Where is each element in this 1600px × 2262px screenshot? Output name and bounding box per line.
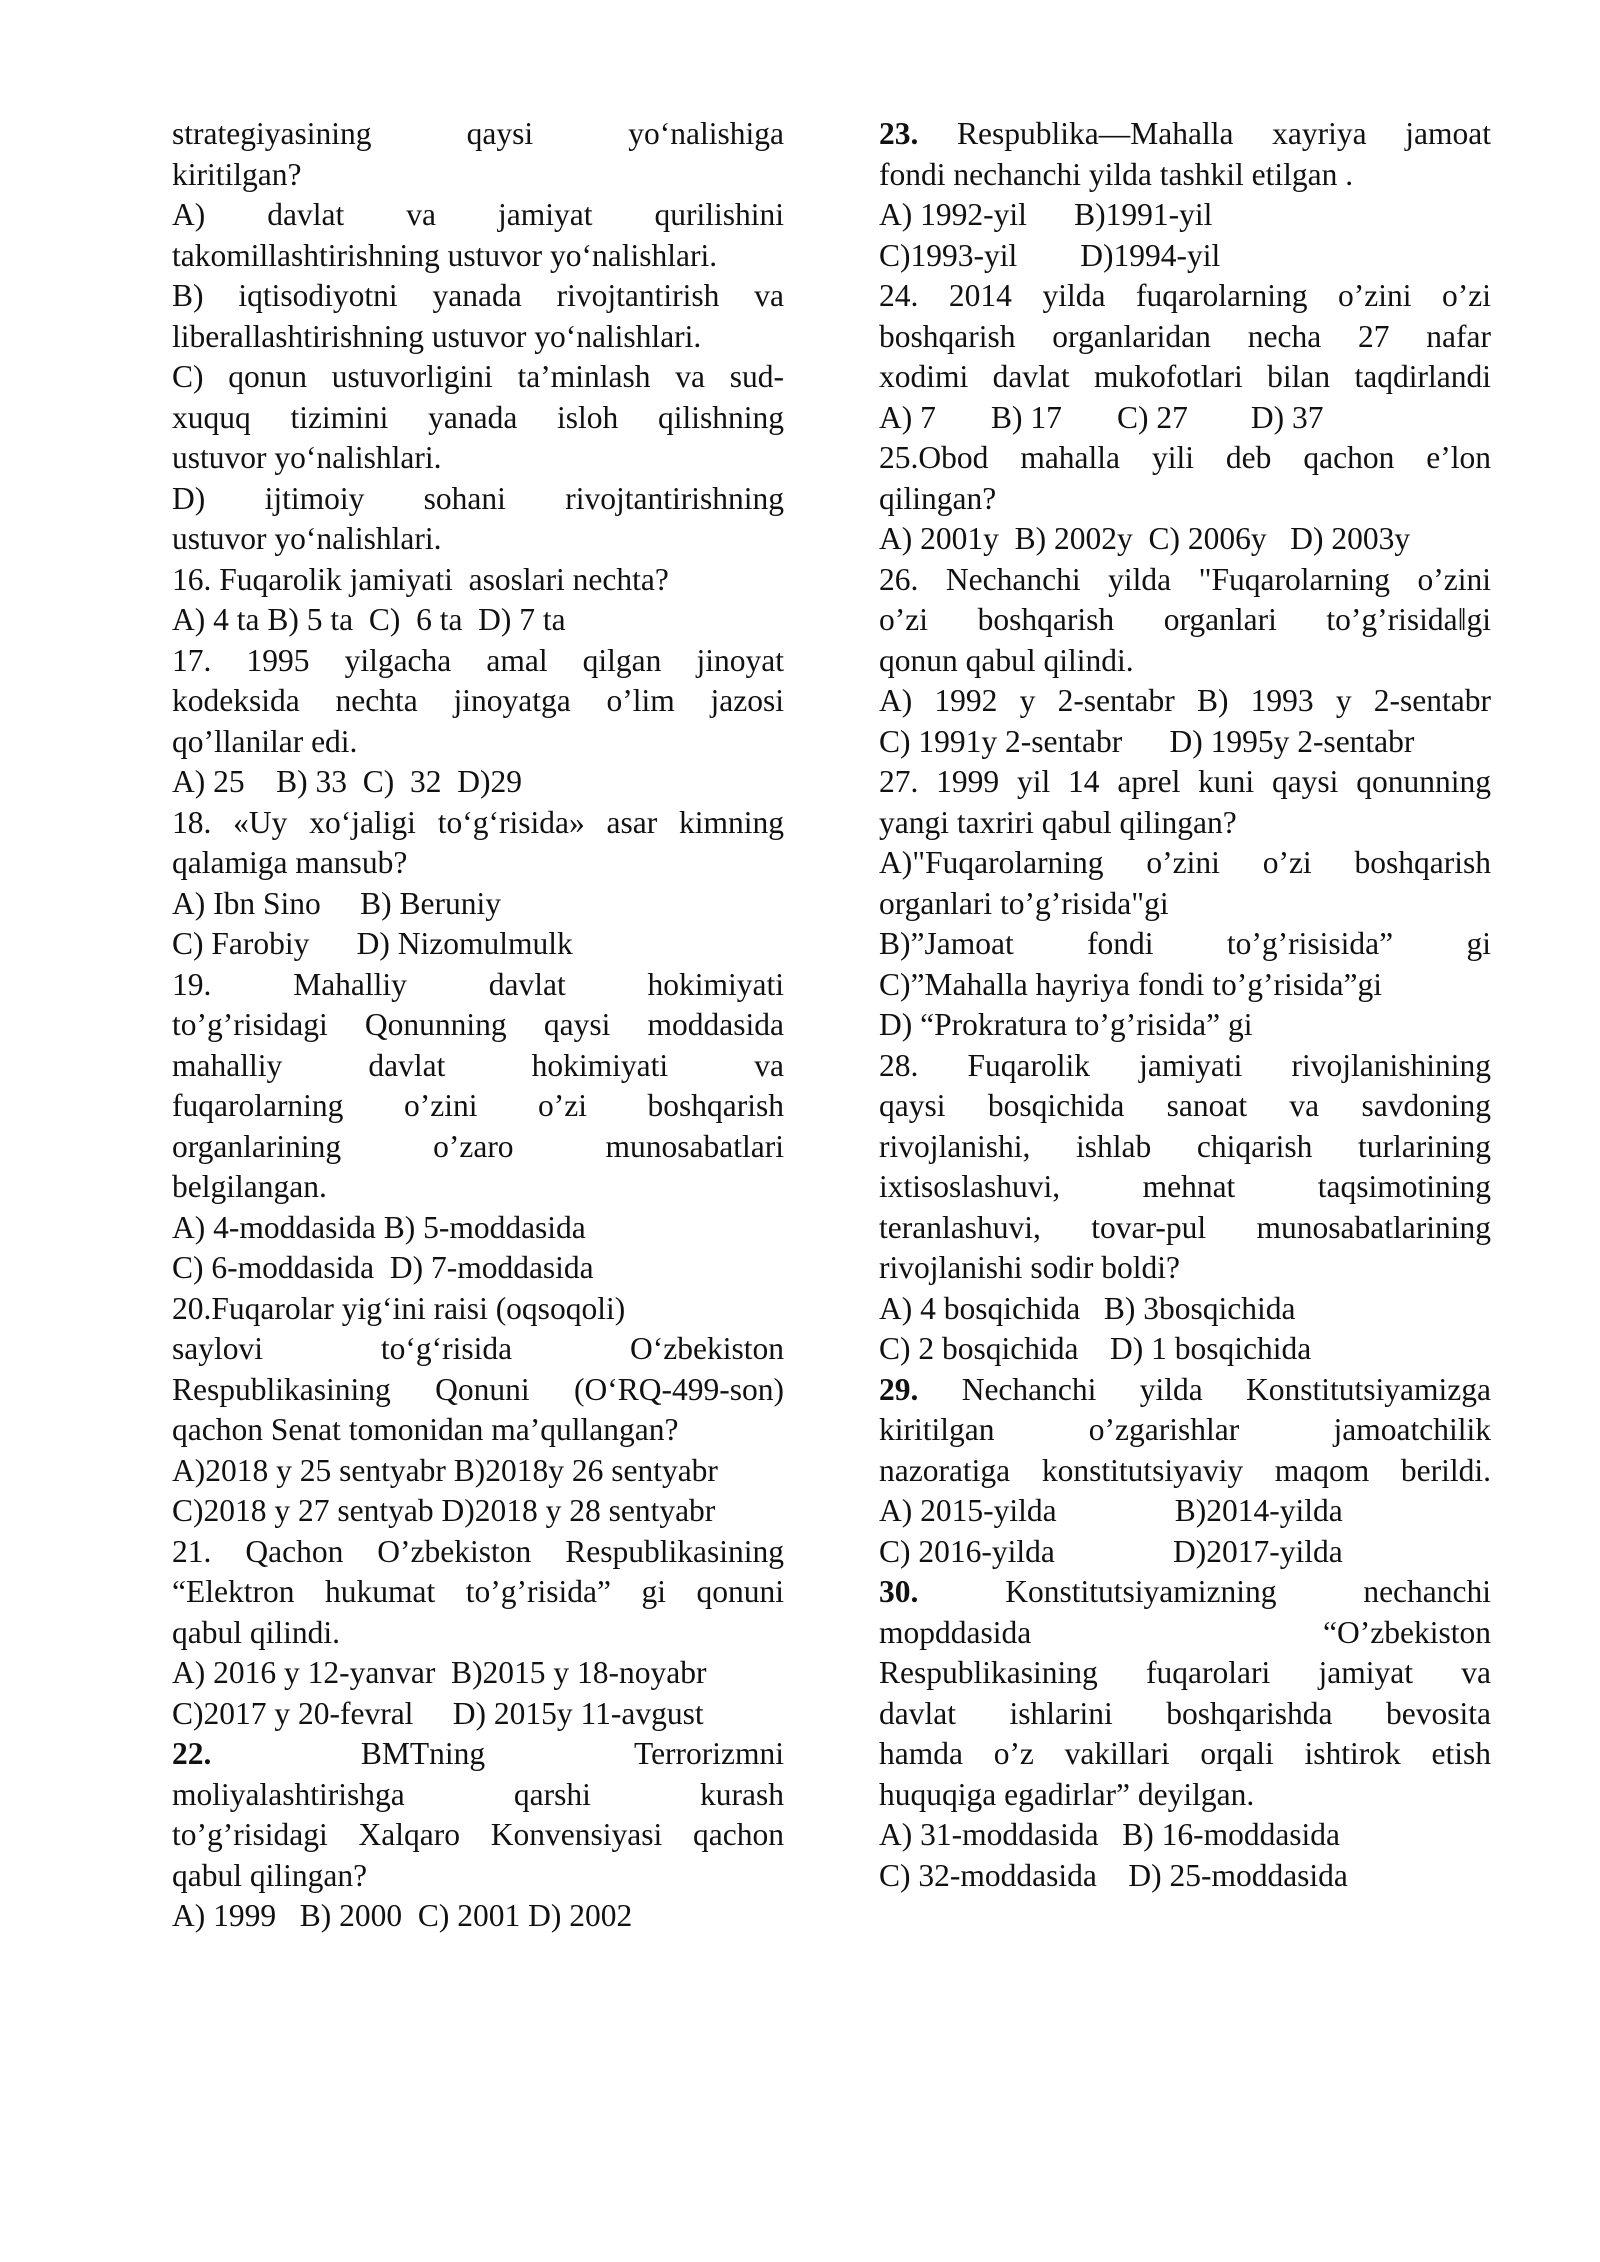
line-text: kiritilgan o’zgarishlar jamoatchilik: [879, 1412, 1491, 1447]
line-text: organlari to’g’risida"gi: [879, 885, 1169, 921]
right-text-line: [879, 317, 1491, 358]
right-text-line: [879, 1815, 1491, 1856]
line-text: D) “Prokratura to’g’risida” gi: [879, 1007, 1253, 1042]
right-text-line: [879, 357, 1491, 398]
line-text: ustuvor yo‘nalishlari.: [172, 521, 442, 556]
line-text: 26. Nechanchi yilda "Fuqarolarning o’zini: [879, 561, 1491, 597]
right-text-line: [879, 681, 1491, 722]
left-text-line: [172, 1775, 784, 1816]
line-text: to’g’risidagi Xalqaro Konvensiyasi qachon: [172, 1817, 784, 1852]
line-text: moliyalashtirishga qarshi kurash: [172, 1776, 784, 1812]
right-text-line: [879, 641, 1491, 682]
line-text: 18. «Uy xo‘jaligi to‘g‘risida» asar kimning: [172, 804, 784, 840]
line-text: rivojlanishi, ishlab chiqarish turlarining: [879, 1128, 1491, 1164]
left-text-line: [172, 1005, 784, 1046]
left-text-line: [172, 1532, 784, 1573]
line-text: A) 4 bosqichida B) 3bosqichida: [879, 1290, 1296, 1326]
left-text-line: [172, 1491, 784, 1532]
line-text: A) 31-moddasida B) 16-moddasida: [879, 1817, 1341, 1852]
right-text-line: [879, 1167, 1491, 1208]
right-text-line: [879, 114, 1491, 155]
line-text: A) 1999 B) 2000 C) 2001 D) 2002: [172, 1898, 633, 1933]
left-text-line: [172, 195, 784, 236]
left-text-line: [172, 1896, 784, 1937]
question-number: 30.: [879, 1574, 919, 1609]
line-text: Nechanchi yilda Konstitutsiyamizga: [961, 1371, 1491, 1407]
line-text: qaysi bosqichida sanoat va savdoning: [879, 1088, 1491, 1123]
line-text: 25.Obod mahalla yili deb qachon e’lon: [879, 440, 1491, 475]
right-text-line: [879, 276, 1491, 317]
line-text: “Elektron hukumat to’g’risida” gi qonuni: [172, 1574, 784, 1609]
line-text: C) 2 bosqichida D) 1 bosqichida: [879, 1331, 1312, 1366]
question-number: 29.: [879, 1371, 919, 1407]
line-text: davlat ishlarini boshqarishda bevosita: [879, 1695, 1491, 1731]
line-text: nazoratiga konstitutsiyaviy maqom berildi.: [879, 1452, 1491, 1488]
right-text-line: [879, 843, 1491, 884]
right-text-line: [879, 479, 1491, 520]
line-text: BMTning Terrorizmni: [360, 1736, 785, 1771]
right-text-line: [879, 1532, 1491, 1573]
left-text-line: [172, 317, 784, 358]
line-text: 28. Fuqarolik jamiyati rivojlanishining: [879, 1047, 1491, 1083]
line-text: organlarining o’zaro munosabatlari: [172, 1128, 784, 1164]
line-text: yangi taxriri qabul qilingan?: [879, 804, 1237, 840]
line-text: A) 2016 y 12-yanvar B)2015 y 18-noyabr: [172, 1655, 707, 1690]
line-text: kiritilgan?: [172, 156, 302, 192]
right-text-line: [879, 1572, 1491, 1613]
line-text: teranlashuvi, tovar-pul munosabatlarining: [879, 1209, 1491, 1245]
line-text: C) 6-moddasida D) 7-moddasida: [172, 1250, 594, 1285]
left-text-line: [172, 843, 784, 884]
right-text-line: [879, 560, 1491, 601]
line-text: fuqarolarning o’zini o’zi boshqarish: [172, 1088, 784, 1123]
left-text-column: [172, 114, 784, 1937]
right-text-line: [879, 600, 1491, 641]
line-text: B) iqtisodiyotni yanada rivojtantirish va: [172, 278, 784, 313]
line-text: A)2018 y 25 sentyabr B)2018y 26 sentyabr: [172, 1452, 718, 1488]
right-text-line: [879, 1046, 1491, 1087]
line-text: A) Ibn Sino B) Beruniy: [172, 885, 501, 921]
left-text-line: [172, 884, 784, 925]
left-text-line: [172, 155, 784, 196]
left-text-line: [172, 1127, 784, 1168]
left-text-line: [172, 600, 784, 641]
left-text-line: [172, 1248, 784, 1289]
line-text: A) 2001y B) 2002y C) 2006y D) 2003y: [879, 521, 1411, 556]
line-text: C) 1991y 2-sentabr D) 1995y 2-sentabr: [879, 723, 1415, 759]
left-text-line: [172, 236, 784, 277]
line-text: C)2017 y 20-fevral D) 2015y 11-avgust: [172, 1695, 704, 1731]
left-text-line: [172, 438, 784, 479]
right-text-line: [879, 438, 1491, 479]
line-text: strategiyasining qaysi yo‘nalishiga: [172, 116, 784, 151]
right-text-line: [879, 1086, 1491, 1127]
line-text: ixtisoslashuvi, mehnat taqsimotining: [879, 1169, 1491, 1204]
left-text-line: [172, 641, 784, 682]
line-text: C) 2016-yilda D)2017-yilda: [879, 1533, 1343, 1569]
right-text-line: [879, 722, 1491, 763]
left-text-line: [172, 1815, 784, 1856]
right-text-line: [879, 1856, 1491, 1897]
right-text-line: [879, 1127, 1491, 1168]
left-text-line: [172, 1167, 784, 1208]
right-text-line: [879, 1491, 1491, 1532]
left-text-line: [172, 398, 784, 439]
left-text-line: [172, 1734, 784, 1775]
line-text: C)1993-yil D)1994-yil: [879, 237, 1221, 273]
right-text-line: [879, 195, 1491, 236]
right-text-line: [879, 1410, 1491, 1451]
line-text: Respublikasining fuqarolari jamiyat va: [879, 1655, 1491, 1690]
right-text-line: [879, 1653, 1491, 1694]
line-text: B)”Jamoat fondi to’g’risisida” gi: [879, 926, 1491, 961]
line-text: D) ijtimoiy sohani rivojtantirishning: [172, 480, 784, 516]
line-text: o’zi boshqarish organlari to’g’risida‖gi: [879, 602, 1491, 637]
line-text: rivojlanishi sodir boldi?: [879, 1250, 1180, 1285]
right-text-line: [879, 519, 1491, 560]
line-text: xodimi davlat mukofotlari bilan taqdirlandi: [879, 359, 1491, 394]
line-text: A) 4-moddasida B) 5-moddasida: [172, 1209, 586, 1245]
right-text-line: [879, 1329, 1491, 1370]
line-text: A) 1992 y 2-sentabr B) 1993 y 2-sentabr: [879, 683, 1491, 718]
right-text-line: [879, 398, 1491, 439]
right-text-line: [879, 762, 1491, 803]
right-text-line: [879, 1208, 1491, 1249]
left-text-line: [172, 1653, 784, 1694]
line-text: A) 4 ta B) 5 ta C) 6 ta D) 7 ta: [172, 602, 566, 637]
line-text: Respublikasining Qonuni (O‘RQ-499-son): [172, 1371, 784, 1407]
line-text: qilingan?: [879, 480, 997, 516]
right-text-line: [879, 155, 1491, 196]
line-text: A) 1992-yil B)1991-yil: [879, 197, 1213, 232]
left-text-line: [172, 1086, 784, 1127]
line-text: C) 32-moddasida D) 25-moddasida: [879, 1857, 1348, 1893]
line-text: A)"Fuqarolarning o’zini o’zi boshqarish: [879, 845, 1491, 880]
line-text: 16. Fuqarolik jamiyati asoslari nechta?: [172, 561, 669, 597]
right-text-line: [879, 884, 1491, 925]
line-text: A) 25 B) 33 C) 32 D)29: [172, 764, 522, 799]
line-text: qo’llanilar edi.: [172, 723, 358, 759]
line-text: qachon Senat tomonidan ma’qullangan?: [172, 1412, 679, 1447]
left-text-line: [172, 1451, 784, 1492]
left-text-line: [172, 1208, 784, 1249]
line-text: A) 2015-yilda B)2014-yilda: [879, 1493, 1343, 1528]
left-text-line: [172, 762, 784, 803]
left-text-line: [172, 560, 784, 601]
line-text: belgilangan.: [172, 1169, 327, 1204]
line-text: 24. 2014 yilda fuqarolarning o’zini o’zi: [879, 278, 1491, 313]
line-text: xuquq tizimini yanada isloh qilishning: [172, 399, 784, 435]
line-text: takomillashtirishning ustuvor yo‘nalishlari.: [172, 237, 718, 273]
line-text: boshqarish organlaridan necha 27 nafar: [879, 318, 1491, 354]
right-text-line: [879, 1005, 1491, 1046]
right-text-line: [879, 1451, 1491, 1492]
left-text-line: [172, 1370, 784, 1411]
right-text-line: [879, 1370, 1491, 1411]
line-text: C) qonun ustuvorligini ta’minlash va sud-: [172, 359, 784, 394]
right-text-line: [879, 1289, 1491, 1330]
line-text: liberallashtirishning ustuvor yo‘nalishlari.: [172, 318, 702, 354]
line-text: 17. 1995 yilgacha amal qilgan jinoyat: [172, 642, 784, 678]
line-text: hamda o’z vakillari orqali ishtirok etish: [879, 1736, 1491, 1771]
line-text: mahalliy davlat hokimiyati va: [172, 1047, 784, 1083]
left-text-line: [172, 965, 784, 1006]
right-text-line: [879, 1775, 1491, 1816]
line-text: C) Farobiy D) Nizomulmulk: [172, 926, 573, 961]
line-text: Konstitutsiyamizning nechanchi: [1005, 1574, 1492, 1609]
left-text-line: [172, 519, 784, 560]
line-text: Respublika—Mahalla xayriya jamoat: [957, 116, 1491, 151]
right-text-column: [879, 114, 1491, 1896]
left-text-line: [172, 924, 784, 965]
left-text-line: [172, 803, 784, 844]
line-text: kodeksida nechta jinoyatga o’lim jazosi: [172, 683, 784, 718]
right-text-line: [879, 1248, 1491, 1289]
line-text: ustuvor yo‘nalishlari.: [172, 440, 442, 475]
line-text: C)”Mahalla hayriya fondi to’g’risida”gi: [879, 966, 1382, 1002]
line-text: 20.Fuqarolar yig‘ini raisi (oqsoqoli): [172, 1290, 626, 1326]
line-text: saylovi to‘g‘risida O‘zbekiston: [172, 1331, 784, 1366]
left-text-line: [172, 1572, 784, 1613]
right-text-line: [879, 924, 1491, 965]
right-text-line: [879, 803, 1491, 844]
left-text-line: [172, 1046, 784, 1087]
line-text: A) 7 B) 17 C) 27 D) 37: [879, 399, 1324, 435]
line-text: 21. Qachon O’zbekiston Respublikasining: [172, 1533, 784, 1569]
line-text: qonun qabul qilindi.: [879, 642, 1134, 678]
line-text: qabul qilindi.: [172, 1614, 340, 1650]
left-text-line: [172, 1329, 784, 1370]
left-text-line: [172, 276, 784, 317]
right-text-line: [879, 1613, 1491, 1654]
question-number: 22.: [172, 1736, 212, 1771]
line-text: A) davlat va jamiyat qurilishini: [172, 197, 784, 232]
line-text: huquqiga egadirlar” deyilgan.: [879, 1776, 1255, 1812]
line-text: qabul qilingan?: [172, 1857, 368, 1893]
line-text: mopddasida “O’zbekiston: [879, 1614, 1491, 1650]
left-text-line: [172, 479, 784, 520]
line-text: C)2018 y 27 sentyab D)2018 y 28 sentyabr: [172, 1493, 716, 1528]
left-text-line: [172, 1694, 784, 1735]
right-text-line: [879, 1694, 1491, 1735]
left-text-line: [172, 114, 784, 155]
right-text-line: [879, 1734, 1491, 1775]
right-text-line: [879, 236, 1491, 277]
line-text: qalamiga mansub?: [172, 845, 408, 880]
right-text-line: [879, 965, 1491, 1006]
left-text-line: [172, 681, 784, 722]
line-text: 19. Mahalliy davlat hokimiyati: [172, 966, 784, 1002]
left-text-line: [172, 1613, 784, 1654]
left-text-line: [172, 1856, 784, 1897]
line-text: to’g’risidagi Qonunning qaysi moddasida: [172, 1007, 784, 1042]
line-text: 27. 1999 yil 14 aprel kuni qaysi qonunning: [879, 764, 1491, 799]
left-text-line: [172, 1289, 784, 1330]
left-text-line: [172, 722, 784, 763]
line-text: fondi nechanchi yilda tashkil etilgan .: [879, 156, 1354, 192]
left-text-line: [172, 1410, 784, 1451]
question-number: 23.: [879, 116, 919, 151]
left-text-line: [172, 357, 784, 398]
